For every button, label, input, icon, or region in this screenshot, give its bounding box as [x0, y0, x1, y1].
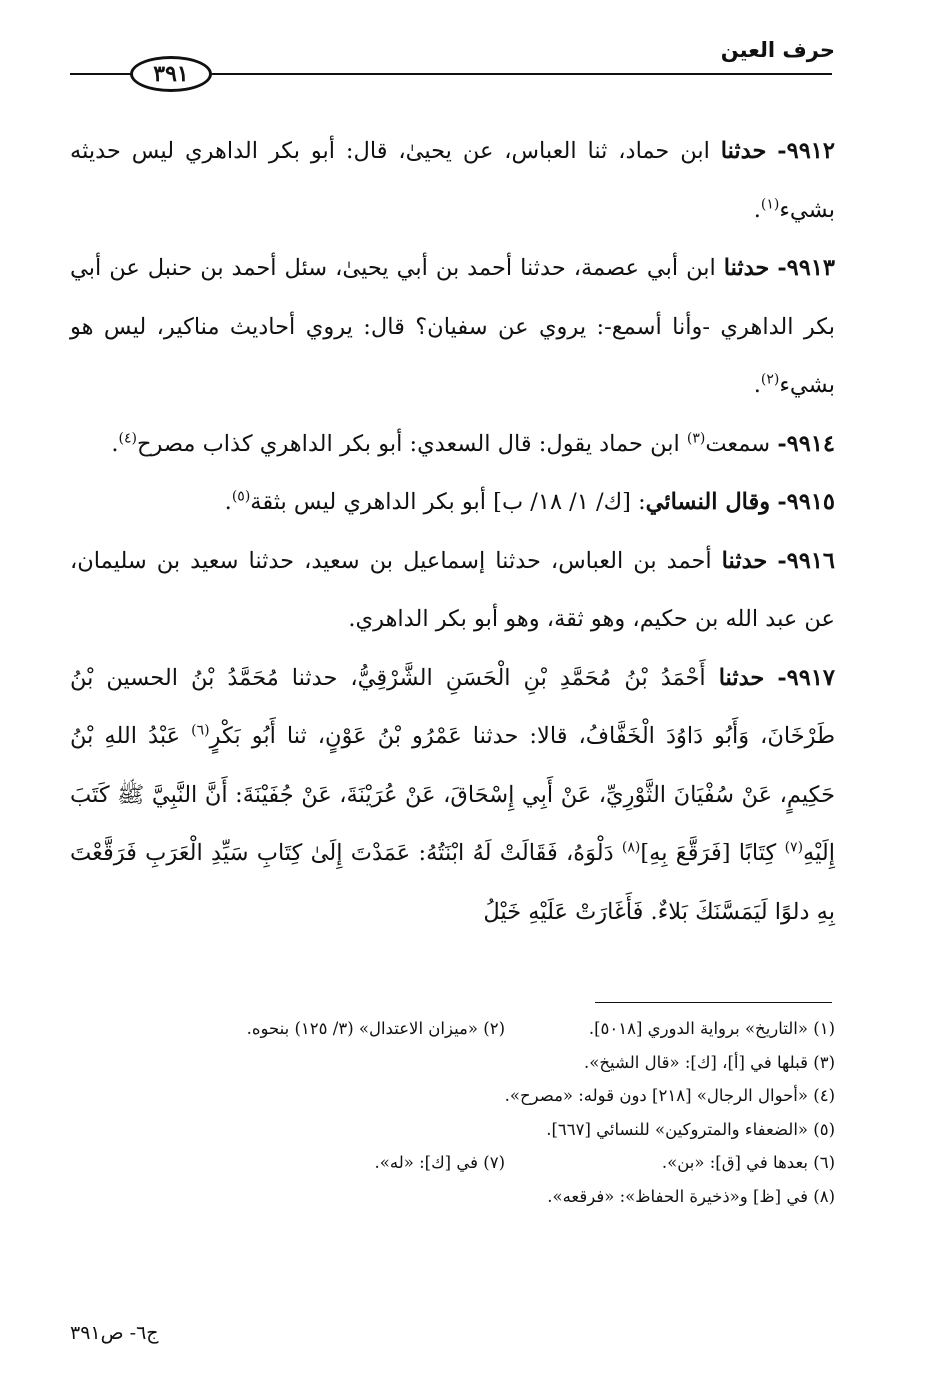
- footnote-text: في [ظ] و«ذخيرة الحفاظ»: «فرقعه».: [547, 1186, 808, 1206]
- footnotes: [65, 1012, 835, 1213]
- entry-keyword: حدثنا: [718, 664, 765, 691]
- footnote-row: [65, 1046, 835, 1080]
- footnote-row: [65, 1113, 835, 1147]
- footnote-item: [505, 1012, 835, 1046]
- entry-number: ٩٩١٣-: [777, 255, 835, 281]
- footnote-ref: (٧): [784, 839, 804, 856]
- footnote-number: (٣): [813, 1052, 835, 1072]
- footnote-ref: (٨): [621, 839, 641, 856]
- entry-end: .: [753, 196, 761, 223]
- entry-end: .: [224, 489, 232, 515]
- footnote-ref: (١): [760, 196, 780, 212]
- footnote-row: [65, 1146, 835, 1180]
- header-rule-left: [70, 73, 132, 75]
- footnote-item: [505, 1079, 835, 1113]
- footnote-item: [505, 1146, 835, 1180]
- page-footer: ج٦- ص٣٩١: [70, 1322, 159, 1344]
- entry-text: ابن حماد، ثنا العباس، عن يحيىٰ، قال: أبو بكر الداهري ليس حديثه بشيء: [70, 138, 835, 223]
- entry-keyword: وقال النسائي: [645, 489, 771, 515]
- entry-text: كِتَابًا [فَرَقَّعَ بِهِ]: [640, 840, 777, 866]
- entry-text: : [ك/ ١/ ١٨/ ب] أبو بكر الداهري ليس بثقة: [250, 489, 646, 515]
- entry-9917: [70, 649, 835, 942]
- entry-number: ٩٩١٥-: [777, 489, 835, 515]
- footnote-row: [65, 1180, 835, 1214]
- footnote-item: [584, 1046, 835, 1080]
- footnote-number: (٥): [813, 1119, 835, 1139]
- footnote-number: (٢): [483, 1019, 505, 1038]
- entry-number: ٩٩١٧-: [777, 664, 836, 691]
- footnote-row: [65, 1012, 835, 1046]
- footnote-ref: (٥): [231, 488, 251, 505]
- footnote-number: (١): [813, 1019, 835, 1038]
- footnote-number: (٧): [483, 1153, 505, 1172]
- entry-number: ٩٩١٦-: [777, 547, 836, 574]
- entry-text: أحمد بن العباس، حدثنا إسماعيل بن سعيد، حدثنا سعيد بن سليمان، عن عبد الله بن حكيم، وهو ثقة، وهو أبو بكر الداهري.: [70, 547, 835, 632]
- entry-9913: [70, 239, 835, 415]
- main-text: [70, 122, 835, 941]
- entry-number: ٩٩١٢-: [777, 138, 835, 164]
- footnote-item: [546, 1113, 835, 1147]
- entry-9916: [70, 532, 835, 649]
- entry-text: دَلْوَهُ، فَقَالَتْ لَهُ ابْنَتُهُ: عَمَدْتَ إِلَىٰ كِتَابِ سَيِّدِ الْعَرَبِ فَرَقَّعْتَ بِهِ دلوًا لَيَمَسَّنَكَ بَلاءٌ. فَأَغَارَتْ عَلَيْهِ خَيْلُ: [70, 840, 835, 925]
- entry-9915: [70, 473, 835, 532]
- entry-text: ابن أبي عصمة، حدثنا أحمد بن أبي يحيىٰ، سئل أحمد بن حنبل عن أبي بكر الداهري -وأنا أسمع-: يروي عن سفيان؟ قال: يروي أحاديث مناكير، ليس هو بشيء: [70, 255, 835, 398]
- entry-9912: [70, 122, 835, 239]
- entry-end: .: [111, 430, 119, 457]
- footnote-ref: (٤): [118, 430, 137, 446]
- entry-keyword: حدثنا: [720, 138, 767, 164]
- entry-9914: [70, 415, 835, 474]
- entry-text: أَحْمَدُ بْنُ مُحَمَّدِ بْنِ الْحَسَنِ الشَّرْقِيُّ، حدثنا مُحَمَّدُ بْنُ الحسين بْنُ طَرْخَانَ، وَأَبُو دَاوُدَ الْخَفَّافُ، قالا: حدثنا عَمْرُو بْنُ عَوْنٍ، ثنا أَبُو بَكْرٍ: [70, 664, 836, 749]
- footnote-text: في [ك]: «له».: [374, 1153, 478, 1172]
- footnote-item: [375, 1146, 505, 1180]
- footnote-row: [65, 1079, 835, 1113]
- entry-end: .: [753, 372, 761, 398]
- footnote-separator: [595, 1002, 832, 1003]
- footnote-text: «ميزان الاعتدال» (٣/ ١٢٥) بنحوه.: [246, 1019, 478, 1038]
- footnote-text: بعدها في [ق]: «بن».: [661, 1153, 808, 1172]
- footnote-item: [547, 1180, 835, 1214]
- footnote-text: قبلها في [أ]، [ك]: «قال الشيخ».: [584, 1052, 808, 1072]
- footnote-number: (٤): [813, 1086, 835, 1105]
- footnote-number: (٦): [813, 1153, 835, 1172]
- footnote-ref: (٦): [191, 722, 210, 739]
- footnote-number: (٨): [813, 1186, 835, 1206]
- entry-keyword: حدثنا: [723, 255, 770, 281]
- entry-text: عَبْدُ اللهِ بْنُ حَكِيمٍ، عَنْ سُفْيَانَ الثَّوْرِيِّ، عَنْ أَبِي إِسْحَاقَ، عَنْ عُرَيْنَةَ، عَنْ جُفَيْنَةَ: أَنَّ النَّبِيَّ ﷺ كَتَبَ إِلَيْهِ: [70, 723, 836, 866]
- footnote-item: [247, 1012, 505, 1046]
- footnote-text: «أحوال الرجال» [٢١٨] دون قوله: «مصرح».: [504, 1086, 808, 1105]
- entry-pre: سمعت: [705, 430, 771, 457]
- page-number-badge: ٣٩١: [130, 56, 212, 92]
- header-rule: [212, 73, 832, 75]
- entry-keyword: حدثنا: [721, 547, 768, 574]
- entry-number: ٩٩١٤-: [777, 430, 835, 457]
- entry-text: ابن حماد يقول: قال السعدي: أبو بكر الداهري كذاب مصرح: [136, 430, 680, 457]
- chapter-title: حرف العين: [720, 38, 835, 62]
- footnote-ref: (٣): [686, 430, 706, 446]
- footnote-text: «التاريخ» برواية الدوري [٥٠١٨].: [588, 1019, 808, 1038]
- footnote-text: «الضعفاء والمتروكين» للنسائي [٦٦٧].: [546, 1119, 808, 1139]
- footnote-ref: (٢): [760, 371, 780, 388]
